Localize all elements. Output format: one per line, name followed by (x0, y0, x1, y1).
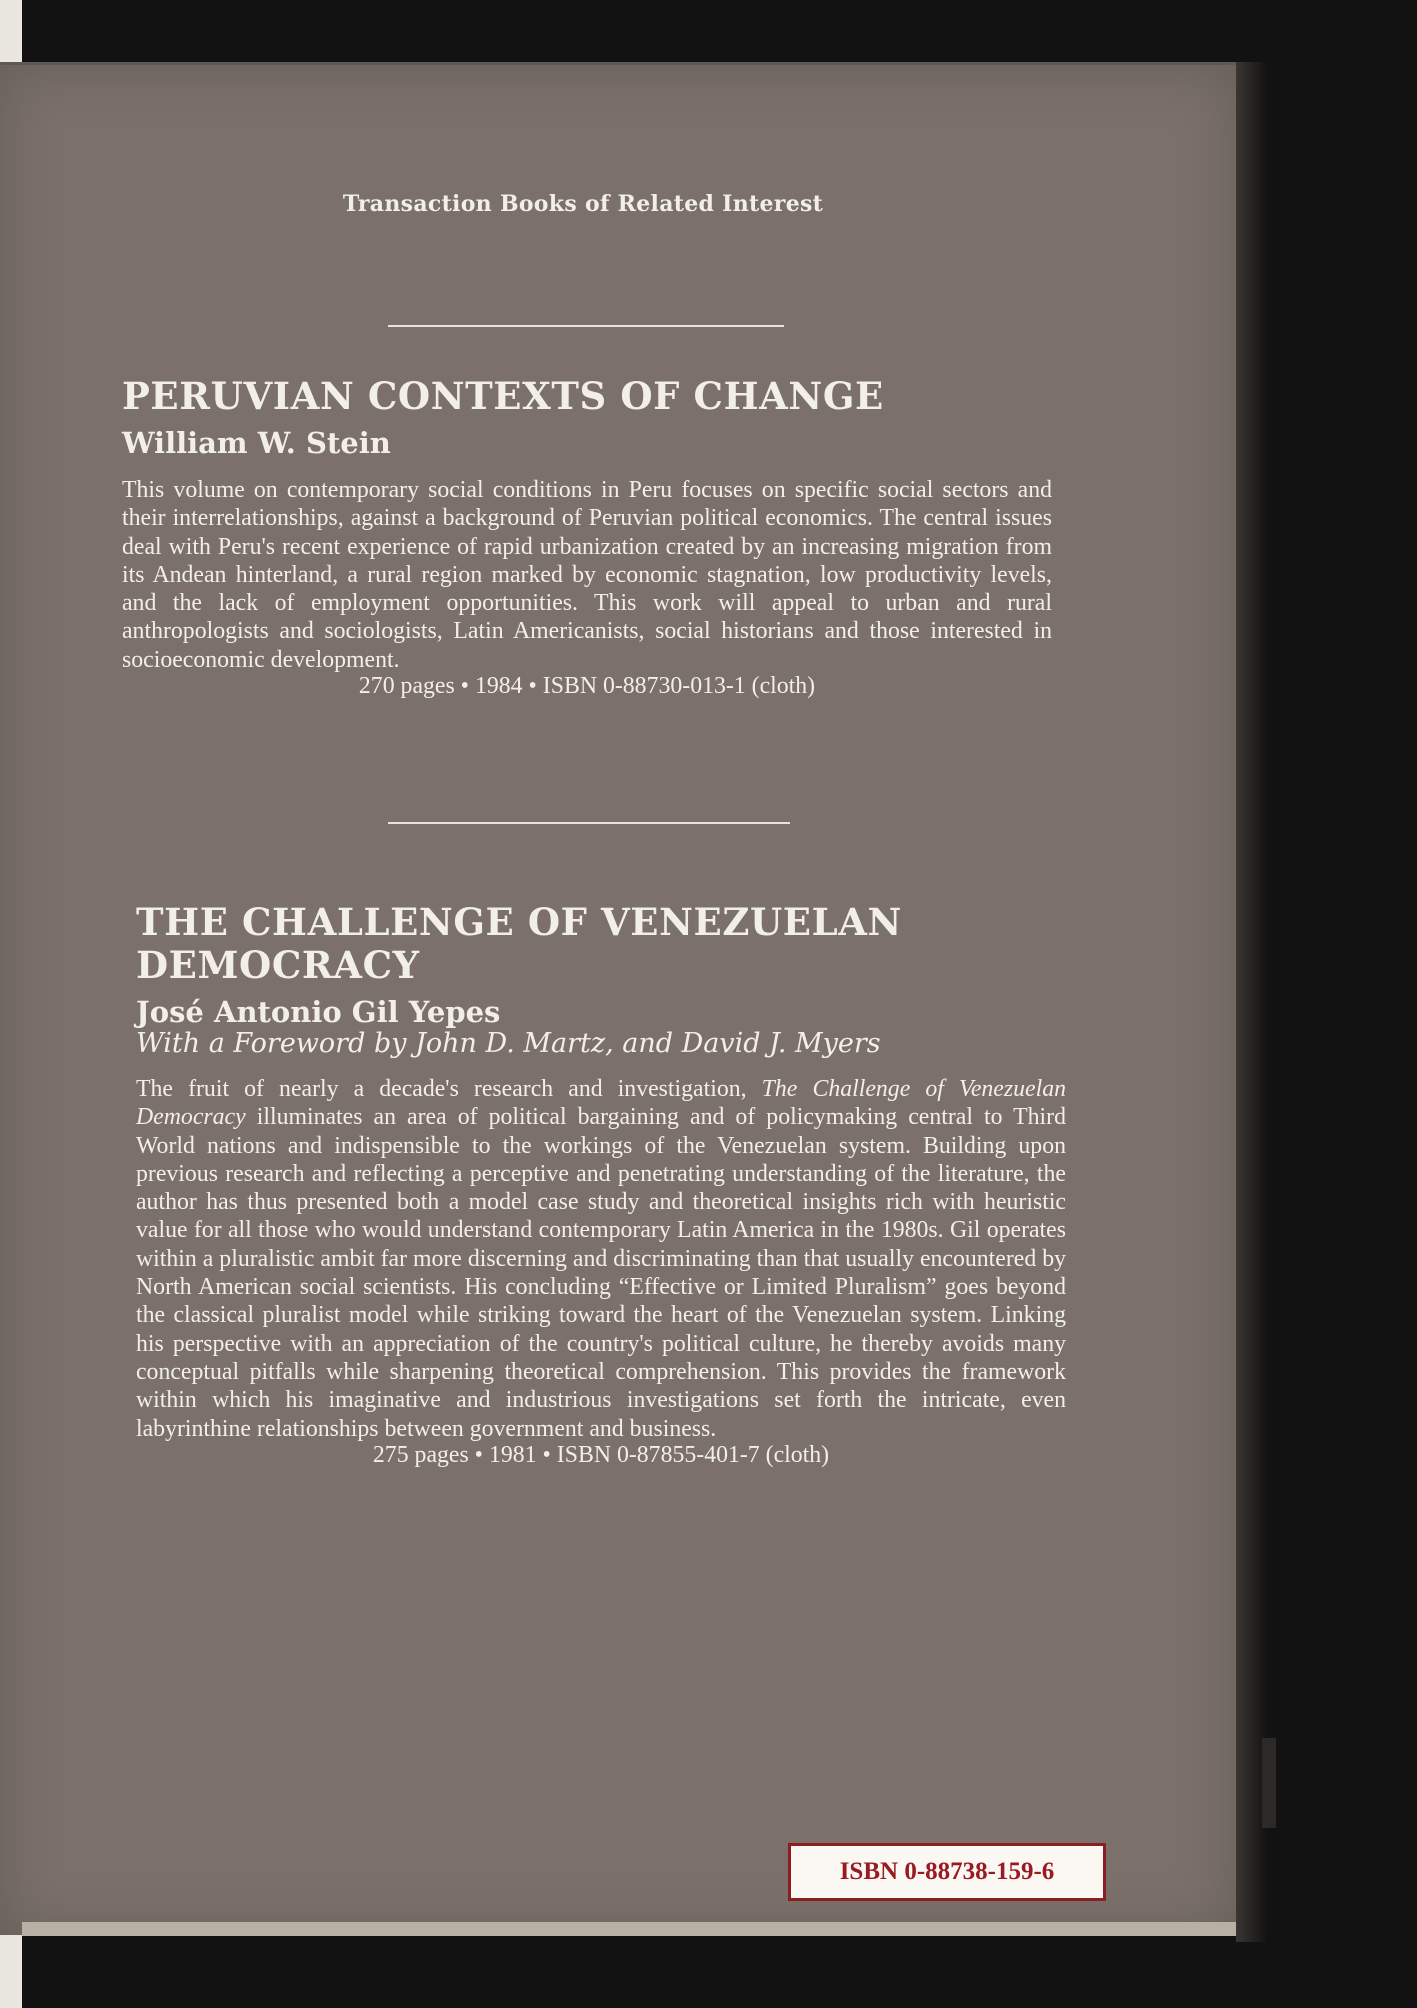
cover-bottom-edge (22, 1922, 1242, 1936)
description-rest: illuminates an area of political bargaining and of policymaking central to Third World nations and indispensible to the workings of the Venezuelan system. Building upon previous research and reflecting a perceptive and penetrating understanding of the literature, the author has thus presented both a model case study and theoretical insights rich with heuristic value for all those who would understand contemporary Latin America in the 1980s. Gil operates within a pluralistic ambit far more discerning and discriminating than that usually encountered by North American social scientists. His concluding “Effective or Limited Pluralism” goes beyond the classical pluralist model while striking toward the heart of the Venezuelan system. Linking his perspective with an appreciation of the country's political culture, he thereby avoids many conceptual pitfalls while sharpening theoretical comprehension. This provides the framework within which his imaginative and industrious investigations set forth the intricate, even labyrinthine relationships between government and business. (136, 1104, 1066, 1442)
series-header: Transaction Books of Related Interest (342, 191, 824, 217)
spine-shadow (1236, 62, 1266, 1942)
book-description (136, 1075, 1066, 1443)
book-foreword: With a Foreword by John D. Martz, and David J. Myers (136, 1028, 881, 1059)
book-back-cover (0, 62, 1236, 1935)
book-title-line-1: THE CHALLENGE OF VENEZUELAN (136, 900, 902, 944)
book-pubinfo: 270 pages • 1984 • ISBN 0-88730-013-1 (cloth) (358, 673, 816, 700)
book-entry-venezuelan (136, 901, 1066, 1469)
book-title (136, 901, 1066, 987)
isbn-sticker: ISBN 0-88738-159-6 (788, 1843, 1106, 1901)
book-pubinfo: 275 pages • 1981 • ISBN 0-87855-401-7 (cloth) (372, 1441, 830, 1468)
description-italic-title: The Challenge of Venezuelan Democracy (136, 1076, 1066, 1131)
book-description: This volume on contemporary social conditions in Peru focuses on specific social sectors and their interrelationships, against a background of Peruvian political economics. The central issues deal with Peru's recent experience of rapid urbanization created by an increasing migration from its Andean hinterland, a rural region marked by economic stagnation, low productivity levels, and the lack of employment opportunities. This work will appeal to urban and rural anthropologists and sociologists, Latin Americanists, social historians and those interested in socioeconomic development. (122, 477, 1052, 673)
book-title-line-2: DEMOCRACY (136, 943, 420, 987)
book-title: PERUVIAN CONTEXTS OF CHANGE (122, 374, 884, 418)
divider-rule (388, 325, 784, 327)
description-prefix: The fruit of nearly a decade's research and investigation, (136, 1076, 762, 1102)
book-entry-peruvian (122, 375, 1052, 700)
divider-rule (388, 822, 790, 824)
book-author: José Antonio Gil Yepes (136, 995, 501, 1029)
book-author: William W. Stein (122, 426, 391, 460)
cover-content (0, 65, 1236, 1935)
spine-detail (1262, 1738, 1276, 1828)
